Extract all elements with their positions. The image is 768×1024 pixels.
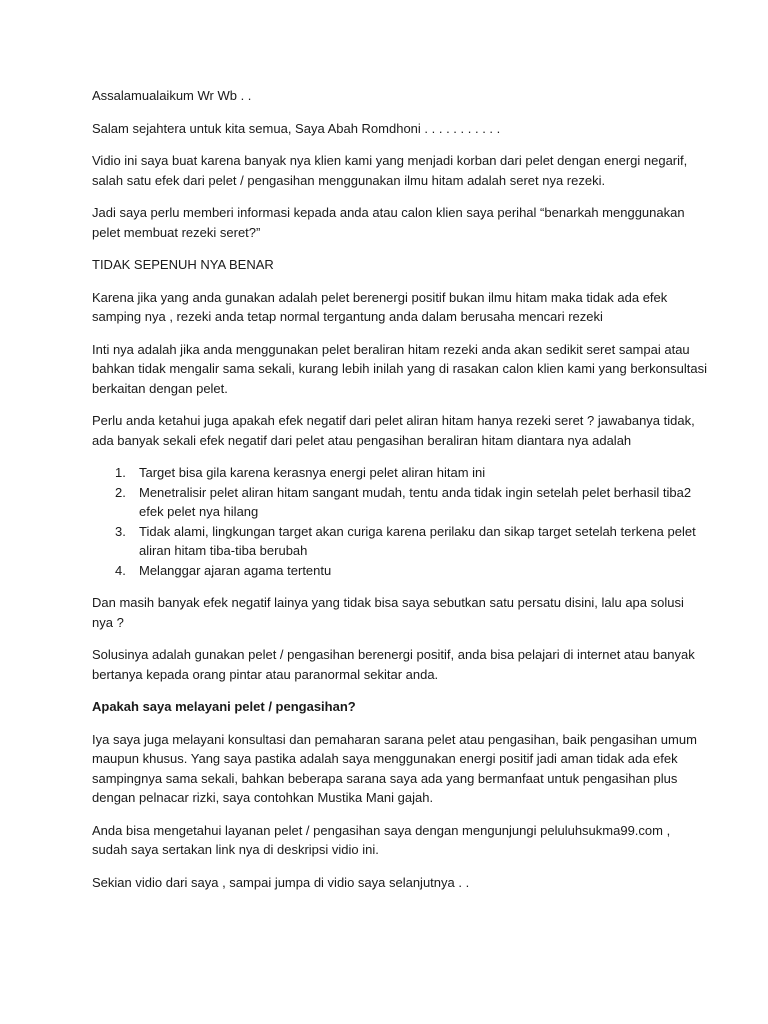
intro-text: Salam sejahtera untuk kita semua, Saya Abah Romdhoni . . . . . . . . . . .: [92, 120, 501, 136]
paragraph-2: Jadi saya perlu memberi informasi kepada anda atau calon klien saya perihal “benarkah menggunakan pelet membuat rezeki seret?”: [92, 205, 685, 240]
list-item-text: Target bisa gila karena kerasnya energi pelet aliran hitam ini: [139, 465, 486, 480]
list-item: [92, 561, 708, 581]
list-item-number: 2.: [115, 484, 126, 500]
paragraph-4: Inti nya adalah jika anda menggunakan pelet beraliran hitam rezeki anda akan sedikit seret sampai atau bahkan tidak mengalir sama sekali, kurang lebih inilah yang di rasakan calon klien kami yang berkonsultasi berkaitan dengan pelet.: [92, 341, 707, 396]
heading-apakah-melayani: Apakah saya melayani pelet / pengasihan?: [92, 699, 356, 714]
paragraph-6: Dan masih banyak efek negatif lainya yang tidak bisa saya sebutkan satu persatu disini, lalu apa solusi nya ?: [92, 595, 684, 630]
greeting-text: Assalamualaikum Wr Wb . .: [92, 88, 252, 103]
list-item-text: Menetralisir pelet aliran hitam sangant mudah, tentu anda tidak ingin setelah pelet berhasil tiba2 efek pelet nya hilang: [139, 484, 692, 519]
list-item-text: Tidak alami, lingkungan target akan curiga karena perilaku dan sikap target setelah terkena pelet aliran hitam tiba-tiba berubah: [139, 523, 696, 558]
list-item-number: 1.: [115, 465, 126, 480]
closing-text: Sekian vidio dari saya , sampai jumpa di vidio saya selanjutnya . .: [92, 874, 470, 890]
paragraph-8: Iya saya juga melayani konsultasi dan pemaharan sarana pelet atau pengasihan, baik pengasihan umum maupun khusus. Yang saya pastika adalah saya menggunakan energi positif jadi aman tidak ada efek sampingnya sama sekali, bahkan beberapa sarana saya ada yang bermanfaat untuk pengasihan plus dengan pelnacar rizki, saya contohkan Mustika Mani gajah.: [92, 731, 697, 805]
paragraph-5: Perlu anda ketahui juga apakah efek negatif dari pelet aliran hitam hanya rezeki seret ? jawabanya tidak, ada banyak sekali efek negatif dari pelet atau pengasihan beraliran hitam diantara nya adalah: [92, 413, 695, 448]
list-item: [92, 483, 708, 522]
list-item-number: 3.: [115, 523, 126, 539]
list-item: [92, 522, 708, 561]
paragraph-1: Vidio ini saya buat karena banyak nya klien kami yang menjadi korban dari pelet dengan energi negarif, salah satu efek dari pelet / pengasihan menggunakan ilmu hitam adalah seret nya rezeki.: [92, 153, 688, 188]
heading-tidak-sepenuh: TIDAK SEPENUH NYA BENAR: [92, 257, 274, 272]
list-item: [92, 463, 708, 483]
paragraph-7: Solusinya adalah gunakan pelet / pengasihan berenergi positif, anda bisa pelajari di internet atau banyak bertanya kepada orang pintar atau paranormal sekitar anda.: [92, 647, 695, 682]
list-item-text: Melanggar ajaran agama tertentu: [139, 562, 332, 578]
paragraph-9: Anda bisa mengetahui layanan pelet / pengasihan saya dengan mengunjungi peluluhsukma99.com , sudah saya sertakan link nya di deskripsi vidio ini.: [92, 822, 671, 857]
paragraph-3: Karena jika yang anda gunakan adalah pelet berenergi positif bukan ilmu hitam maka tidak ada efek samping nya , rezeki anda tetap normal tergantung anda dalam berusaha mencari rezeki: [92, 289, 668, 324]
negative-effects-list: [92, 463, 708, 580]
list-item-number: 4.: [115, 562, 126, 578]
